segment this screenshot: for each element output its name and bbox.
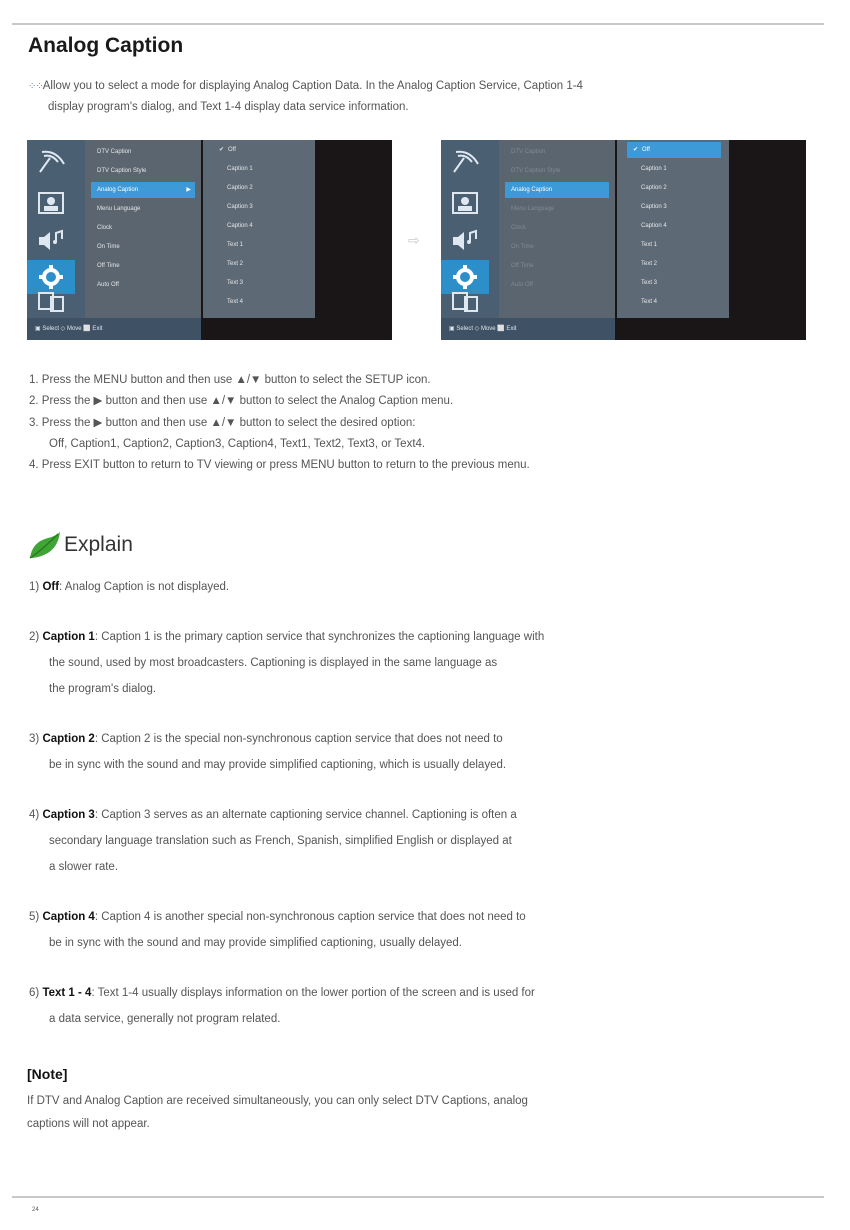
menu-item-off-time: Off Time bbox=[97, 263, 120, 269]
steps-list bbox=[29, 370, 829, 476]
menu-item-on-time: On Time bbox=[511, 244, 534, 250]
option-caption-2: Caption 2 bbox=[641, 185, 667, 191]
menu-screenshot-before bbox=[27, 140, 392, 340]
step-3: 3. Press the ▶ button and then use ▲/▼ button to select the desired option: bbox=[29, 416, 416, 429]
menu-item-dtv-caption-style: DTV Caption Style bbox=[511, 168, 561, 174]
option-text-4: Text 4 bbox=[641, 299, 658, 305]
menu-item-auto-off: Auto Off bbox=[97, 282, 119, 288]
sound-icon bbox=[31, 224, 71, 258]
top-rule bbox=[12, 23, 824, 25]
option-text-3: Text 3 bbox=[641, 280, 658, 286]
intro-line-2: display program's dialog, and Text 1-4 display data service information. bbox=[48, 101, 409, 113]
option-text-3: Text 3 bbox=[227, 280, 244, 286]
option-caption-4: Caption 4 bbox=[641, 223, 667, 229]
picture-icon bbox=[445, 186, 485, 220]
definition-caption-4: 5) Caption 4: Caption 4 is another special non-synchronous caption service that does not need to be in sync with the sound and may provide simplified captioning, usually delayed. bbox=[29, 911, 526, 949]
menu-item-dtv-caption: DTV Caption bbox=[97, 149, 132, 155]
term-caption-3: Caption 3 bbox=[42, 809, 95, 821]
leaf-icon bbox=[28, 530, 62, 560]
definitions-list bbox=[29, 574, 829, 1056]
menu-item-off-time: Off Time bbox=[511, 263, 534, 269]
definition-caption-3: 4) Caption 3: Caption 3 serves as an alternate captioning service channel. Captioning is often a secondary language translation such as French, Spanish, simplified English or displayed at a slower rate. bbox=[29, 809, 517, 873]
menu-item-on-time: On Time bbox=[97, 244, 120, 250]
step-2: 2. Press the ▶ button and then use ▲/▼ button to select the Analog Caption menu. bbox=[29, 395, 454, 408]
step-3-options: Off, Caption1, Caption2, Caption3, Caption4, Text1, Text2, Text3, or Text4. bbox=[49, 437, 426, 450]
antenna-icon bbox=[445, 146, 485, 180]
menu-item-analog-caption: Analog Caption bbox=[505, 182, 609, 198]
explain-title: Explain bbox=[64, 533, 133, 556]
antenna-icon bbox=[31, 146, 71, 180]
page-title: Analog Caption bbox=[28, 34, 184, 57]
definition-off: 1) Off: Analog Caption is not displayed. bbox=[29, 581, 230, 593]
menu-item-analog-caption bbox=[91, 182, 195, 198]
menu-item-menu-language: Menu Language bbox=[97, 206, 141, 212]
menu-item-analog-caption-label: Analog Caption bbox=[97, 187, 139, 193]
step-4: 4. Press EXIT button to return to TV viewing or press MENU button to return to the previous menu. bbox=[29, 459, 530, 472]
option-off: ✔ Off bbox=[219, 147, 236, 153]
explain-heading bbox=[28, 527, 133, 563]
menu-item-auto-off: Auto Off bbox=[511, 282, 533, 288]
icon-column bbox=[27, 140, 85, 318]
menu-item-clock: Clock bbox=[97, 225, 113, 231]
menu-item-clock: Clock bbox=[511, 225, 527, 231]
status-bar: ▣ Select ◇ Move ⬜ Exit bbox=[27, 318, 201, 340]
option-text-2: Text 2 bbox=[227, 261, 244, 267]
option-caption-1: Caption 1 bbox=[641, 166, 667, 172]
lock-icon bbox=[31, 284, 71, 318]
option-column bbox=[617, 140, 729, 318]
note-line-1: If DTV and Analog Caption are received simultaneously, you can only select DTV Captions, analog bbox=[27, 1095, 528, 1107]
picture-icon bbox=[31, 186, 71, 220]
intro-line-1: Allow you to select a mode for displaying Analog Caption Data. In the Analog Caption Service, Caption 1-4 bbox=[42, 80, 583, 92]
option-caption-1: Caption 1 bbox=[227, 166, 253, 172]
definition-text-1-4: 6) Text 1 - 4: Text 1-4 usually displays information on the lower portion of the screen and is used for a data service, generally not program related. bbox=[29, 987, 535, 1025]
note-line-2: captions will not appear. bbox=[27, 1118, 150, 1130]
step-1: 1. Press the MENU button and then use ▲/▼ button to select the SETUP icon. bbox=[29, 374, 431, 386]
status-bar: ▣ Select ◇ Move ⬜ Exit bbox=[441, 318, 615, 340]
check-icon: ✔ bbox=[219, 147, 225, 153]
menu-item-dtv-caption: DTV Caption bbox=[511, 149, 546, 155]
term-caption-2: Caption 2 bbox=[42, 733, 95, 745]
option-off: ✔ Off bbox=[627, 142, 721, 158]
bottom-rule bbox=[12, 1196, 824, 1198]
icon-column bbox=[441, 140, 499, 318]
option-text-2: Text 2 bbox=[641, 261, 658, 267]
term-caption-4: Caption 4 bbox=[42, 911, 95, 923]
lock-icon bbox=[445, 284, 485, 318]
option-text-1: Text 1 bbox=[641, 242, 658, 248]
option-caption-3: Caption 3 bbox=[227, 204, 253, 210]
intro-paragraph bbox=[28, 76, 818, 118]
definition-caption-1: 2) Caption 1: Caption 1 is the primary caption service that synchronizes the captioning language with the sound, used by most broadcasters. Captioning is displayed in the same language as the program's dialog. bbox=[29, 631, 545, 695]
option-text-1: Text 1 bbox=[227, 242, 244, 248]
definition-caption-2: 3) Caption 2: Caption 2 is the special non-synchronous caption service that does not need to be in sync with the sound and may provide simplified captioning, which is usually delayed. bbox=[29, 733, 507, 771]
term-caption-1: Caption 1 bbox=[42, 631, 95, 643]
menu-item-menu-language: Menu Language bbox=[511, 206, 555, 212]
term-off: Off bbox=[42, 581, 60, 593]
transition-arrow-icon: ⇨ bbox=[408, 232, 420, 248]
bullet-icon: ⁘⁘ bbox=[28, 81, 43, 92]
option-caption-4: Caption 4 bbox=[227, 223, 253, 229]
sound-icon bbox=[445, 224, 485, 258]
menu-column bbox=[499, 140, 615, 318]
menu-item-dtv-caption-style: DTV Caption Style bbox=[97, 168, 147, 174]
option-column bbox=[203, 140, 315, 318]
option-text-4: Text 4 bbox=[227, 299, 244, 305]
menu-screenshot-after bbox=[441, 140, 806, 340]
submenu-arrow-icon: ▶ bbox=[186, 187, 191, 193]
term-text-1-4: Text 1 - 4 bbox=[42, 987, 92, 999]
option-caption-2: Caption 2 bbox=[227, 185, 253, 191]
check-icon: ✔ bbox=[633, 147, 639, 153]
note-title: [Note] bbox=[27, 1066, 68, 1082]
menu-column bbox=[85, 140, 201, 318]
option-caption-3: Caption 3 bbox=[641, 204, 667, 210]
note-body bbox=[27, 1090, 827, 1136]
page-number: 24 bbox=[32, 1207, 39, 1213]
